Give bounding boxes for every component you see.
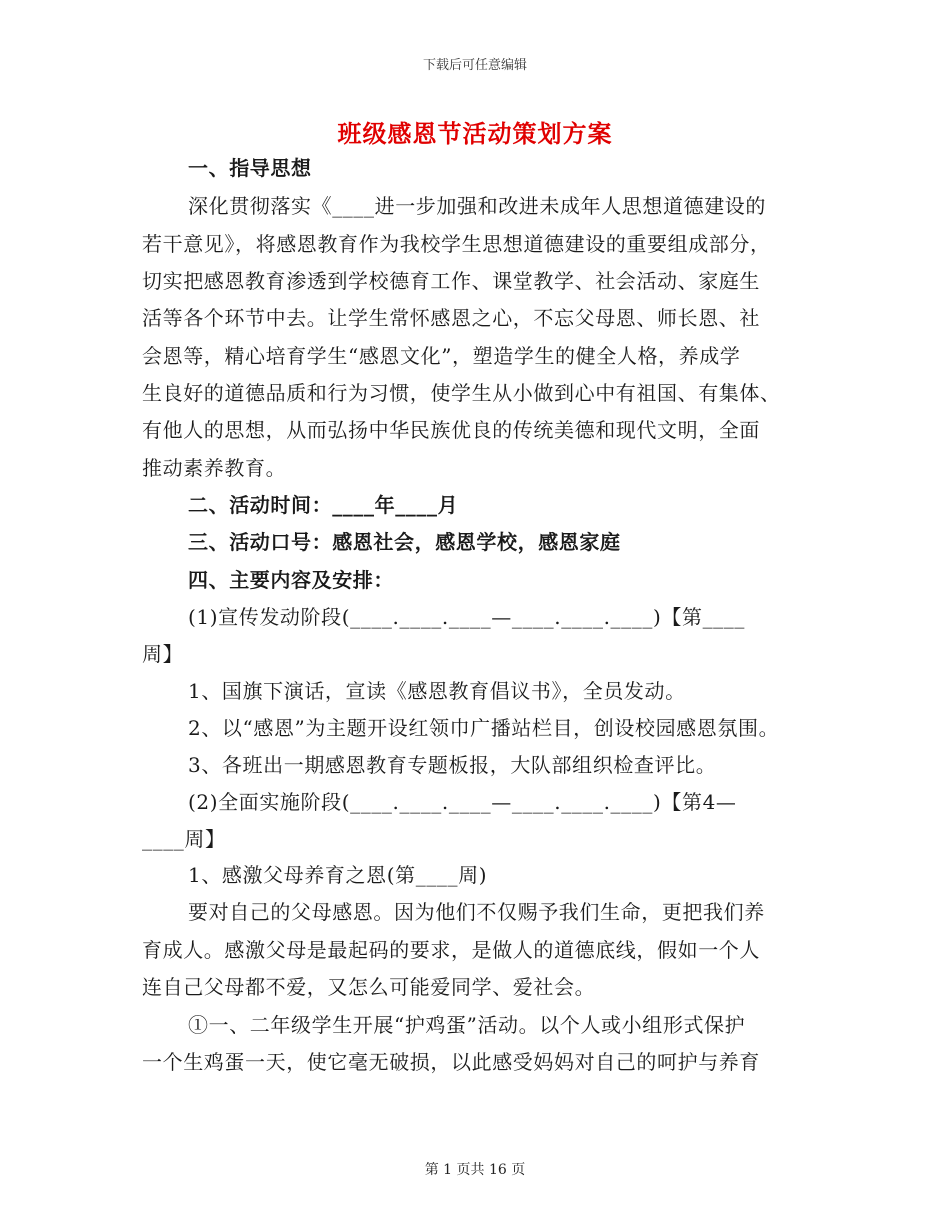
paragraph-line: ①一、二年级学生开展“护鸡蛋”活动。以个人或小组形式保护 bbox=[188, 1013, 746, 1037]
section-heading: 二、活动时间：____年____月 bbox=[188, 493, 459, 517]
paragraph-line: 生良好的道德品质和行为习惯，使学生从小做到心中有祖国、有集体、 bbox=[142, 381, 781, 405]
page-header: 下载后可任意编辑 bbox=[422, 58, 527, 73]
paragraph-line: 会恩等，精心培育学生“感恩文化”，塑造学生的健全人格，养成学 bbox=[142, 344, 741, 368]
paragraph-line: 若干意见》，将感恩教育作为我校学生思想道德建设的重要组成部分， bbox=[142, 232, 771, 256]
document-title: 班级感恩节活动策划方案 bbox=[337, 119, 613, 148]
list-item: 1、感激父母养育之恩(第____周) bbox=[188, 863, 488, 887]
paragraph-line: 连自己父母都不爱，又怎么可能爱同学、爱社会。 bbox=[142, 975, 596, 999]
paragraph-line: 推动素养教育。 bbox=[142, 456, 287, 480]
paragraph-line: 深化贯彻落实《____进一步加强和改进未成年人思想道德建设的 bbox=[188, 194, 766, 218]
section-heading: 三、活动口号：感恩社会，感恩学校，感恩家庭 bbox=[188, 530, 621, 554]
paragraph-line: 有他人的思想，从而弘扬中华民族优良的传统美德和现代文明，全面 bbox=[142, 418, 760, 442]
page-footer: 第 1 页共 16 页 bbox=[424, 1162, 526, 1178]
section-heading: 一、指导思想 bbox=[188, 156, 312, 180]
paragraph-line: ____周】 bbox=[142, 827, 226, 851]
section-heading: 四、主要内容及安排： bbox=[188, 568, 394, 592]
paragraph-line: 周】 bbox=[142, 642, 184, 666]
paragraph-line: (2)全面实施阶段(____.____.____—____.____.____)【第4— bbox=[188, 790, 737, 814]
paragraph-line: 活等各个环节中去。让学生常怀感恩之心，不忘父母恩、师长恩、社 bbox=[142, 306, 760, 330]
paragraph-line: 一个生鸡蛋一天，使它毫无破损，以此感受妈妈对自己的呵护与养育 bbox=[142, 1050, 760, 1074]
paragraph-line: (1)宣传发动阶段(____.____.____—____.____.____)【第____ bbox=[188, 605, 745, 629]
list-item: 2、以“感恩”为主题开设红领巾广播站栏目，创设校园感恩氛围。 bbox=[188, 716, 780, 740]
list-item: 1、国旗下演话，宣读《感恩教育倡议书》，全员发动。 bbox=[188, 679, 686, 703]
paragraph-line: 育成人。感激父母是最起码的要求，是做人的道德底线，假如一个人 bbox=[142, 938, 760, 962]
paragraph-line: 要对自己的父母感恩。因为他们不仅赐予我们生命，更把我们养 bbox=[188, 900, 765, 924]
list-item: 3、各班出一期感恩教育专题板报，大队部组织检查评比。 bbox=[188, 753, 717, 777]
paragraph-line: 切实把感恩教育渗透到学校德育工作、课堂教学、社会活动、家庭生 bbox=[142, 269, 760, 293]
